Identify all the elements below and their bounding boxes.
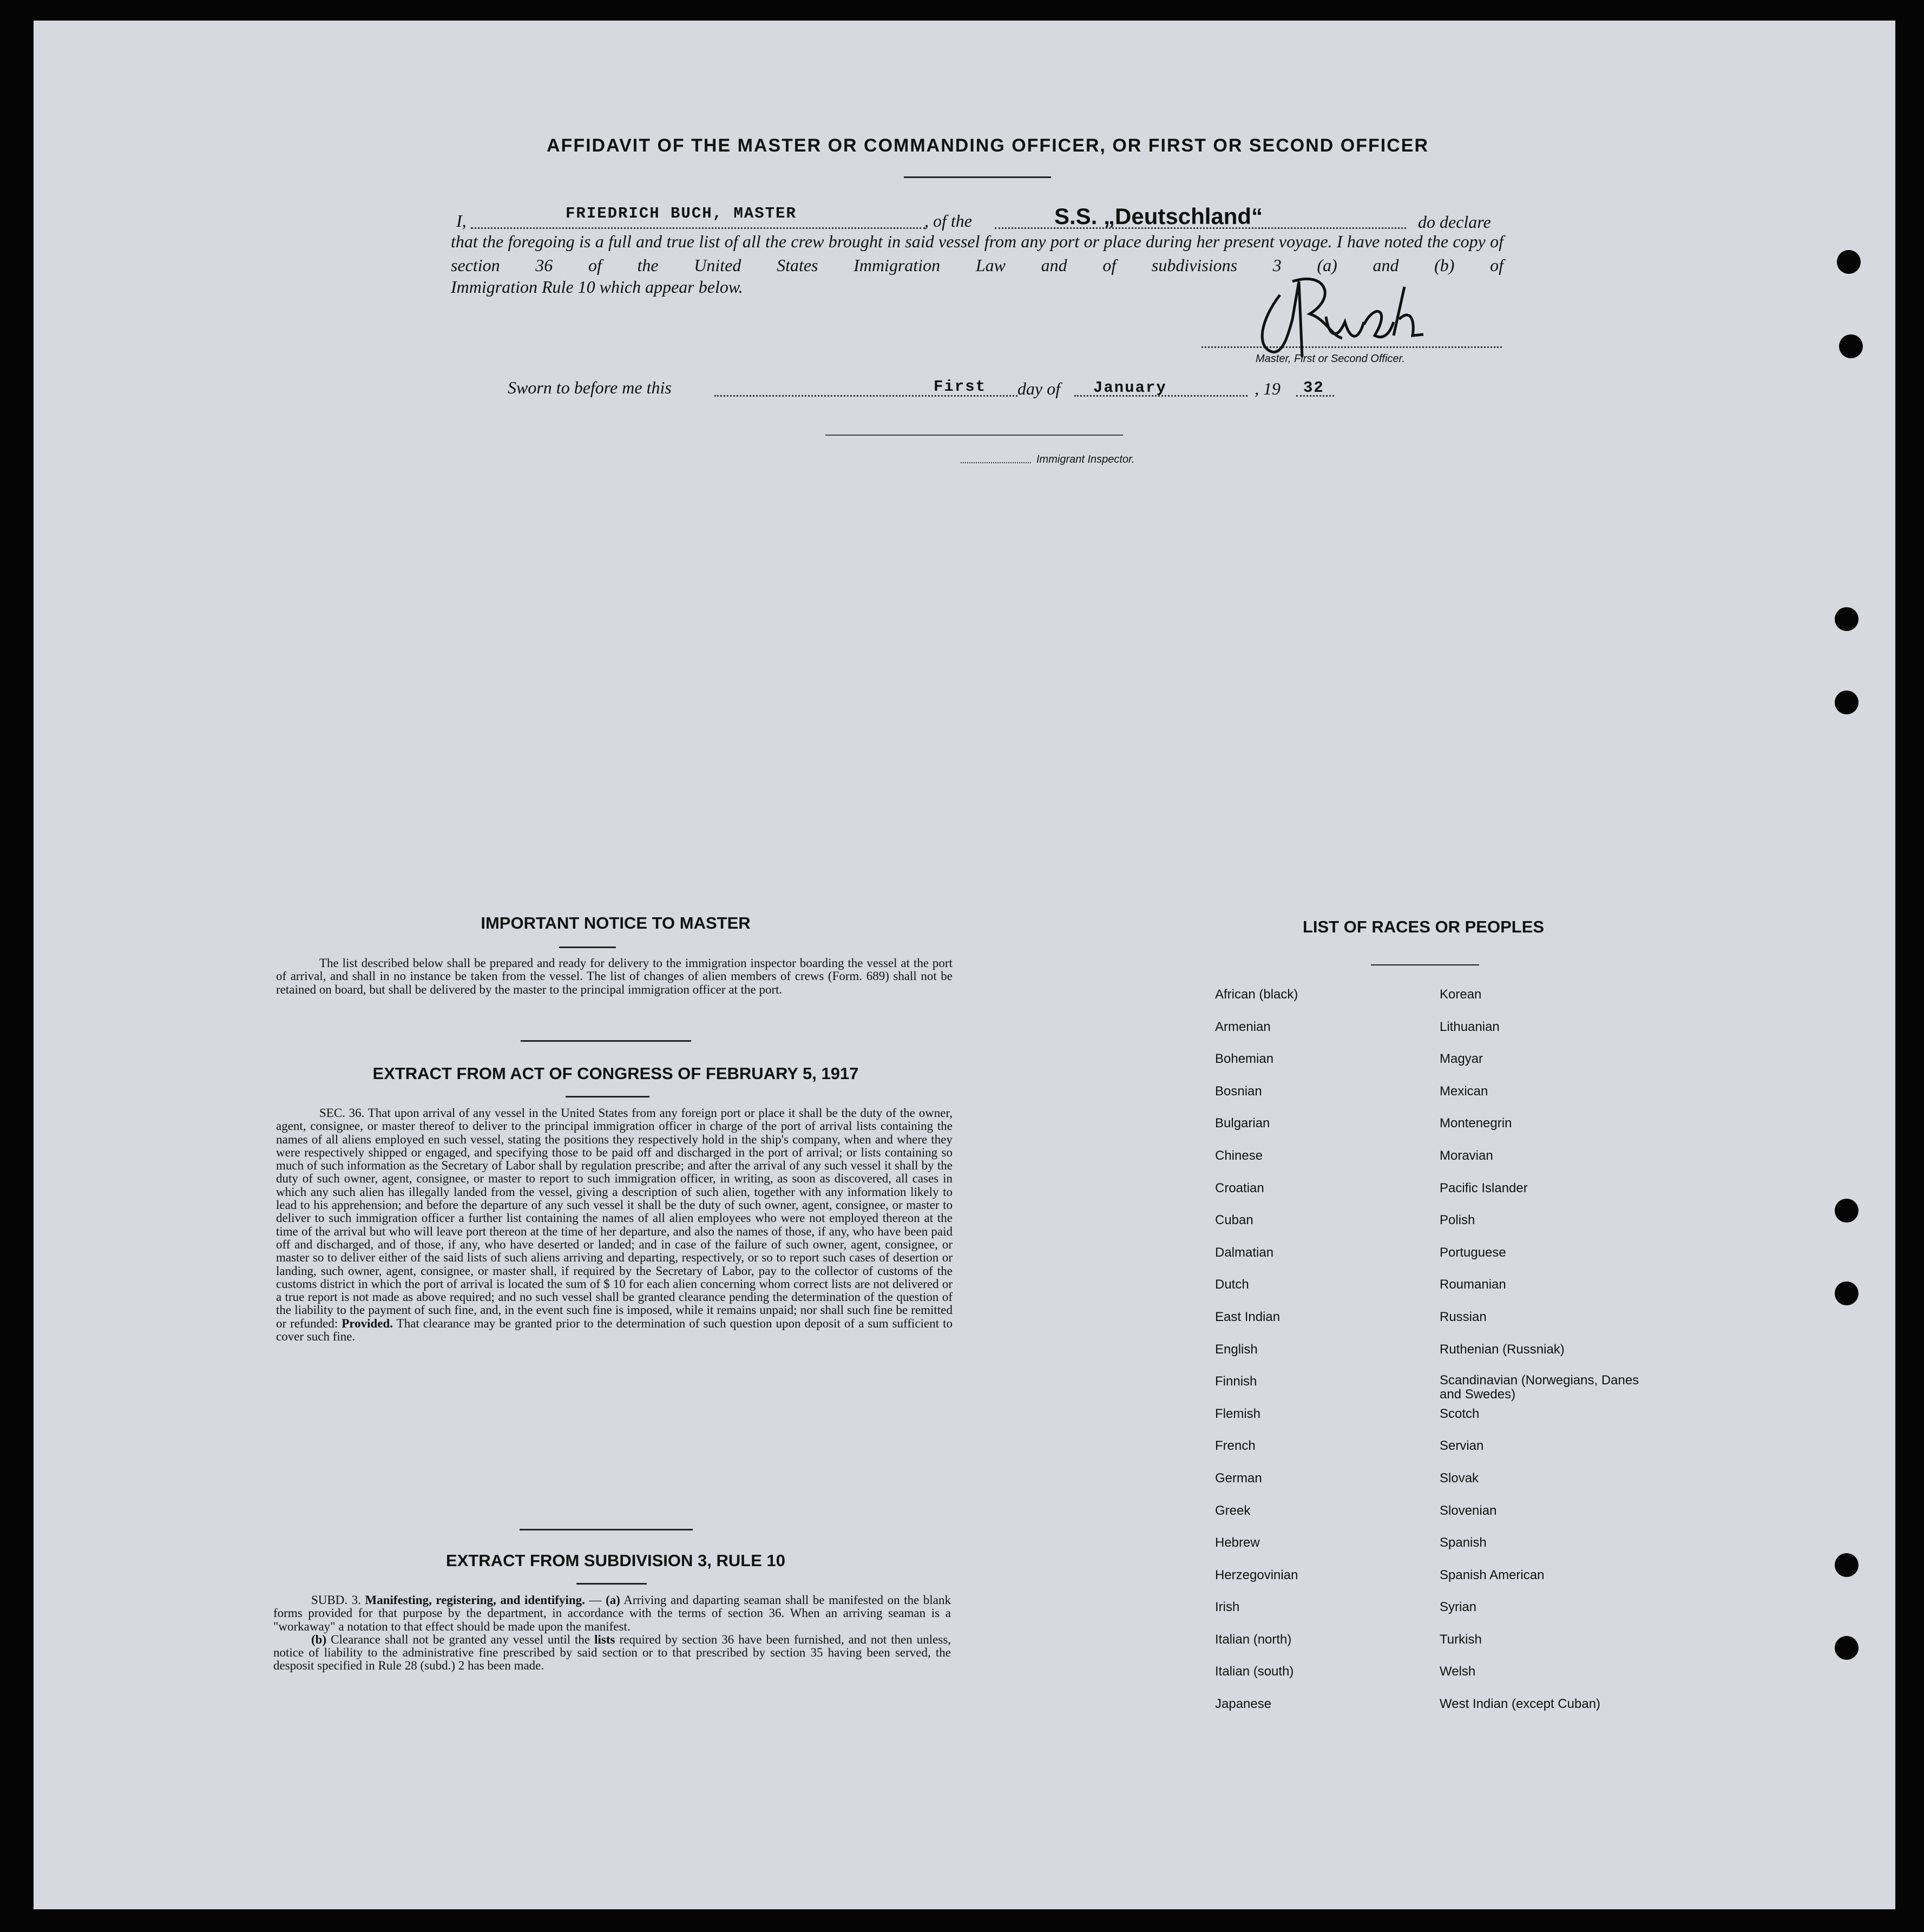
act-text-before: SEC. 36. That upon arrival of any vessel in the United States from any foreign port or place it shall be the duty of the owner, agent, consignee, or master thereof to deliver to the principal immigration officer in charge of the port of arrival lists containing the names of all aliens employed en such vessel, stating the positions they respectively hold in the ship's company, when and where they were respectively shipped or engaged, and specifying those to be paid off and discharged in the port of arrival; or lists containing so much of such information as the Secretary of Labor shall by regulation prescribe; and after the arrival of any such vessel it shall by the duty of such owner, agent, consignee, or master to report to such immigration officer, in writing, as soon as discovered, all cases in which any such alien has illegally landed from the vessel, giving a description of such alien, together with any information likely to lead to his apprehension; and before the departure of any such vessel it shall be the duty of such owner, agent, consignee, or master to deliver to such immigration officer a further list containing the names of all alien employees who were not employed thereon at the time of the arrival but who will leave port thereon at the time of her departure, and also the names of those, if any, who have been paid off and discharged, and of those, if any, who have deserted or landed; and in case of the failure of such owner, agent, consignee, or master so to deliver either of the said lists of such aliens arriving and departing, respectively, or so to report such cases of desertion or landing, such owner, agent, consignee, or master shall, if required by the Secretary of Labor, pay to the collector of customs of the customs district in which the port of arrival is located the sum of $ 10 for each alien concerning whom correct lists are not delivered or a true report is not made as above required; and no such vessel shall be granted clearance pending the determination of the question of the liability to the payment of such fine, and, in the event such fine is imposed, while it remains unpaid; nor shall such fine be remitted or refunded: (276, 1106, 953, 1330)
year-prefix: , 19 (1255, 379, 1281, 398)
day-of-label: day of (1017, 379, 1061, 398)
race-item: Armenian (1215, 1019, 1271, 1034)
race-item: Hebrew (1215, 1535, 1260, 1550)
race-item: Turkish (1440, 1632, 1482, 1647)
race-item: African (black) (1215, 987, 1298, 1002)
inspector-signature-line (825, 435, 1123, 436)
race-item: Ruthenian (Russniak) (1440, 1342, 1565, 1357)
master-signature (1250, 271, 1434, 363)
subd-b-text-2: required by section 36 have been furnished, and not then unless, notice of liability to the administrative fine prescribed by said section or to that prescribed by section 35 having been served, the desposit specified in Rule 28 (subd.) 2 has been made. (273, 1632, 951, 1673)
rule-paragraph-a (273, 1594, 951, 1633)
race-item: English (1215, 1342, 1258, 1357)
notice-title: IMPORTANT NOTICE TO MASTER (481, 914, 751, 932)
declaration-text: that the foregoing is a full and true list of all the crew brought in said vessel from any port or place during her present voyage. I have noted the copy of section 36 of the United States Immigration Law and of subdivisions 3 (a) and (b) of (451, 232, 1503, 275)
race-item: Lithuanian (1440, 1019, 1500, 1034)
race-item: Magyar (1440, 1052, 1483, 1067)
race-item: Welsh (1440, 1664, 1476, 1679)
race-item: East Indian (1215, 1309, 1281, 1324)
race-item: Mexican (1440, 1083, 1488, 1099)
master-name: FRIEDRICH BUCH, MASTER (566, 205, 797, 222)
race-item: Montenegrin (1440, 1116, 1512, 1131)
races-title: LIST OF RACES OR PEOPLES (1302, 917, 1545, 936)
vessel-name: S.S. „Deutschland“ (1054, 203, 1263, 229)
race-item: Italian (north) (1215, 1632, 1292, 1647)
rule-text (273, 1594, 951, 1673)
race-item: Dutch (1215, 1277, 1249, 1292)
race-item: Croatian (1215, 1180, 1264, 1195)
race-item: Herzegovinian (1215, 1567, 1298, 1582)
race-item: Scotch (1440, 1406, 1480, 1421)
sworn-label: Sworn to before me this (508, 378, 672, 397)
race-item: Moravian (1440, 1148, 1493, 1163)
punch-hole (1835, 1282, 1859, 1305)
notice-divider (521, 1040, 691, 1042)
races-left-column (1215, 987, 1298, 1729)
act-underline (566, 1096, 649, 1098)
race-item: Polish (1440, 1213, 1475, 1228)
race-item: German (1215, 1470, 1262, 1486)
subd-label: SUBD. 3. (311, 1593, 361, 1607)
race-item: Roumanian (1440, 1277, 1506, 1292)
act-provided: Provided. (342, 1316, 393, 1330)
race-item: Dalmatian (1215, 1245, 1274, 1260)
race-item: Bulgarian (1215, 1116, 1270, 1131)
subd-heading: Manifesting, registering, and identifying. (365, 1593, 585, 1607)
race-item: Pacific Islander (1440, 1180, 1528, 1195)
sworn-month: January (1093, 379, 1167, 397)
i-label: I, (456, 211, 467, 231)
signature-caption: Master, First or Second Officer. (1256, 353, 1406, 365)
race-item: Scandinavian (Norwegians, Danes and Swedes) (1440, 1373, 1639, 1402)
act-text (276, 1107, 953, 1343)
title-underline (904, 176, 1051, 178)
punch-hole (1835, 607, 1859, 631)
race-item: Cuban (1215, 1213, 1253, 1228)
race-item: French (1215, 1438, 1256, 1454)
race-item: Flemish (1215, 1406, 1261, 1421)
races-underline (1371, 964, 1479, 965)
race-item: Korean (1440, 987, 1482, 1002)
notice-underline (559, 947, 616, 948)
race-item: Bohemian (1215, 1052, 1274, 1067)
punch-hole (1837, 250, 1861, 274)
act-title: EXTRACT FROM ACT OF CONGRESS OF FEBRUARY 5, 1917 (372, 1064, 859, 1083)
subd-b-lists: lists (594, 1632, 615, 1646)
race-item: Japanese (1215, 1697, 1272, 1712)
notice-text (276, 957, 953, 996)
subd-b-label: (b) (311, 1632, 327, 1646)
race-item: West Indian (except Cuban) (1440, 1697, 1601, 1712)
rule-underline (576, 1583, 647, 1585)
race-item: Finnish (1215, 1374, 1257, 1389)
punch-hole (1835, 1199, 1859, 1223)
subd-dash: — (585, 1593, 606, 1607)
race-item: Portuguese (1440, 1245, 1506, 1260)
sworn-day: First (934, 378, 987, 396)
punch-hole (1839, 334, 1863, 358)
races-right-column (1440, 987, 1640, 1729)
race-item: Slovak (1440, 1470, 1479, 1486)
inspector-dotline (961, 462, 1031, 463)
race-item: Slovenian (1440, 1503, 1497, 1518)
act-text-after: That clearance may be granted prior to the determination of such question upon deposit of a sum sufficient to cover such fine. (276, 1316, 953, 1344)
punch-hole (1835, 1553, 1859, 1577)
notice-paragraph: The list described below shall be prepared and ready for delivery to the immigration inspector boarding the vessel at the port of arrival, and shall in no instance be taken from the vessel. The list of changes of alien members of crews (Form. 689) shall not be retained on board, but shall be delivered by the master to the principal immigration officer at the port. (276, 956, 953, 996)
subd-a-label: (a) (606, 1593, 620, 1607)
subd-b-text-1: Clearance shall not be granted any vessel until the (331, 1632, 590, 1646)
master-name-line (471, 227, 925, 229)
year-suffix: 32 (1303, 379, 1324, 397)
of-the-label: , of the (924, 211, 972, 231)
race-item: Servian (1440, 1438, 1484, 1454)
act-divider (520, 1529, 693, 1530)
race-item: Italian (south) (1215, 1664, 1294, 1679)
race-item: Russian (1440, 1309, 1487, 1324)
race-item: Bosnian (1215, 1083, 1262, 1099)
act-paragraph (276, 1107, 953, 1343)
subd-a-text: Arriving and daparting seaman shall be manifested on the blank forms provided for that purpose by the department, in accordance with the terms of section 36. When an arriving seaman is a "workaway" a notation to that effect should be made upon the manifest. (273, 1593, 951, 1633)
race-item: Syrian (1440, 1600, 1477, 1615)
declaration-last-line: Immigration Rule 10 which appear below. (451, 277, 743, 297)
race-item: Spanish American (1440, 1567, 1545, 1582)
race-item: Irish (1215, 1600, 1240, 1615)
inspector-caption: Immigrant Inspector. (1036, 454, 1135, 465)
punch-hole (1835, 691, 1859, 714)
affidavit-title: AFFIDAVIT OF THE MASTER OR COMMANDING OFFICER, OR FIRST OR SECOND OFFICER (547, 135, 1429, 156)
punch-hole (1835, 1636, 1859, 1660)
do-declare-label: do declare (1418, 212, 1491, 232)
rule-paragraph-b (273, 1633, 951, 1673)
rule-title: EXTRACT FROM SUBDIVISION 3, RULE 10 (446, 1551, 785, 1570)
race-item: Greek (1215, 1503, 1251, 1518)
race-item: Chinese (1215, 1148, 1263, 1163)
race-item: Spanish (1440, 1535, 1487, 1550)
